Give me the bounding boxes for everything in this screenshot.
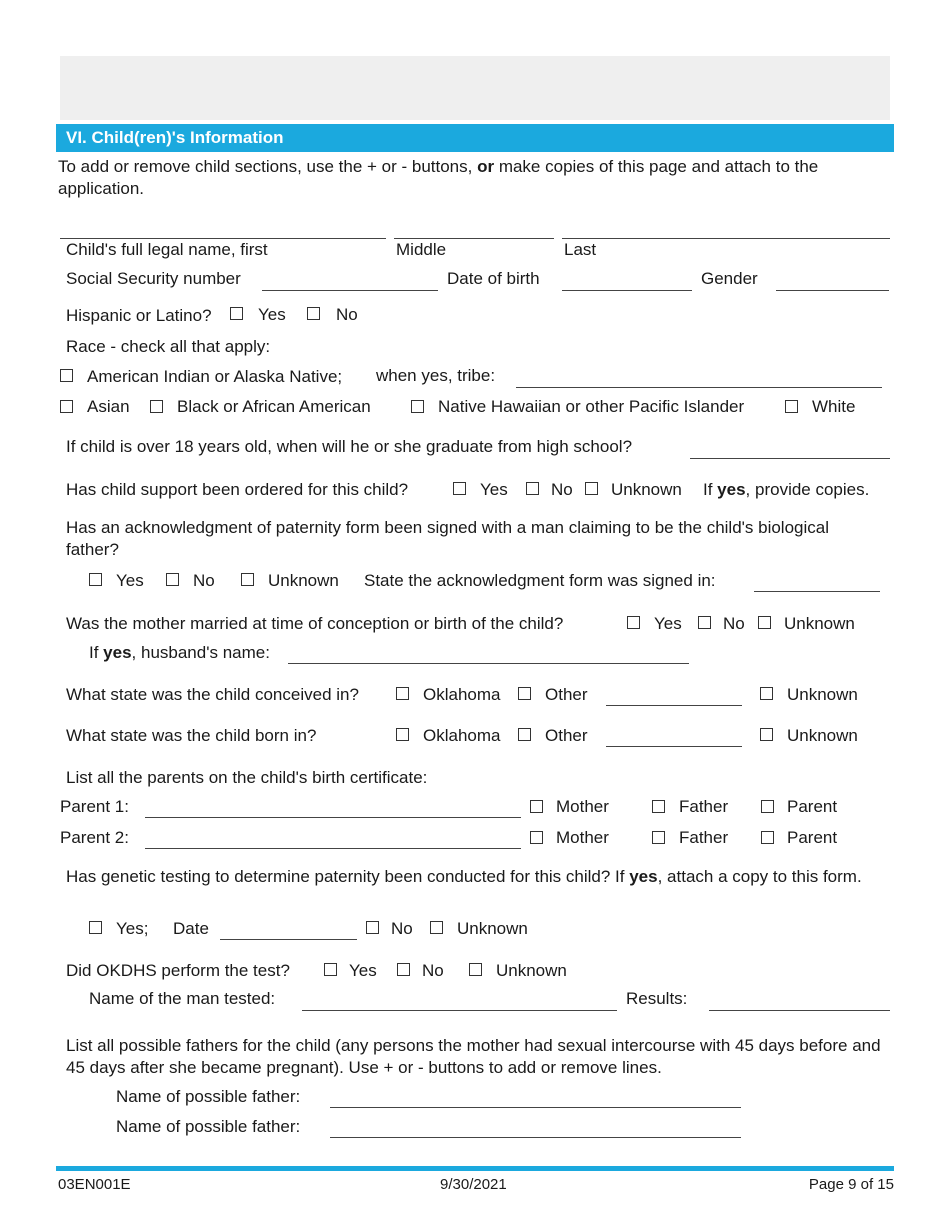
- parent2-parent-checkbox[interactable]: [761, 831, 774, 844]
- born-question: What state was the child born in?: [66, 726, 317, 745]
- married-question: Was the mother married at time of conception or birth of the child?: [66, 614, 564, 633]
- parent1-father-checkbox[interactable]: [652, 800, 665, 813]
- genetic-no-checkbox[interactable]: [366, 921, 379, 934]
- father2-field[interactable]: [330, 1137, 741, 1138]
- results-label: Results:: [626, 989, 688, 1008]
- hawaiian-label: Native Hawaiian or other Pacific Islander: [438, 397, 745, 416]
- man-tested-label: Name of the man tested:: [89, 989, 276, 1008]
- ack-yes-checkbox[interactable]: [89, 573, 102, 586]
- parent1-mother-label: Mother: [556, 797, 609, 816]
- ack-state-field[interactable]: [754, 591, 880, 592]
- intro-after: make copies of this page and attach to the application.: [58, 157, 819, 198]
- support-unknown-checkbox[interactable]: [585, 482, 598, 495]
- parents-label: List all the parents on the child's birth certificate:: [66, 768, 428, 787]
- genetic-date-field[interactable]: [220, 939, 357, 940]
- support-note: [703, 480, 869, 500]
- okdhs-question: Did OKDHS perform the test?: [66, 961, 290, 980]
- parent1-father-label: Father: [679, 797, 729, 816]
- born-unknown-checkbox[interactable]: [760, 728, 773, 741]
- parent2-father-label: Father: [679, 828, 729, 847]
- footer-page: Page 9 of 15: [808, 1176, 894, 1193]
- support-unknown-label: Unknown: [611, 480, 682, 499]
- husband-label: [89, 643, 270, 663]
- support-yes-checkbox[interactable]: [453, 482, 466, 495]
- first-name-line[interactable]: [60, 238, 386, 239]
- footer-rule: [56, 1166, 894, 1171]
- asian-checkbox[interactable]: [60, 400, 73, 413]
- dob-label: Date of birth: [447, 269, 540, 288]
- conceived-oklahoma-label: Oklahoma: [423, 685, 501, 704]
- married-yes-checkbox[interactable]: [627, 616, 640, 629]
- genetic-yes-checkbox[interactable]: [89, 921, 102, 934]
- born-other-label: Other: [545, 726, 588, 745]
- hispanic-yes-checkbox[interactable]: [230, 307, 243, 320]
- ack-yes-label: Yes: [116, 571, 144, 590]
- parent1-parent-checkbox[interactable]: [761, 800, 774, 813]
- conceived-other-field[interactable]: [606, 705, 742, 706]
- ssn-label: Social Security number: [66, 269, 241, 288]
- intro-before: To add or remove child sections, use the + or - buttons,: [58, 157, 478, 176]
- married-unknown-checkbox[interactable]: [758, 616, 771, 629]
- okdhs-unknown-checkbox[interactable]: [469, 963, 482, 976]
- father1-field[interactable]: [330, 1107, 741, 1108]
- support-note-post: , provide copies.: [745, 480, 870, 499]
- parent2-father-checkbox[interactable]: [652, 831, 665, 844]
- born-oklahoma-checkbox[interactable]: [396, 728, 409, 741]
- ack-unknown-checkbox[interactable]: [241, 573, 254, 586]
- graduate-field[interactable]: [690, 458, 890, 459]
- first-name-label: Child's full legal name, first: [66, 240, 268, 259]
- genetic-q-post: , attach a copy to this form.: [657, 867, 862, 886]
- father1-label: Name of possible father:: [116, 1087, 301, 1106]
- intro-bold: or: [477, 157, 495, 176]
- hispanic-no-checkbox[interactable]: [307, 307, 320, 320]
- ack-question: Has an acknowledgment of paternity form been signed with a man claiming to be the child's biological father?: [66, 518, 829, 559]
- american-indian-label: American Indian or Alaska Native;: [87, 367, 343, 386]
- parent1-label: Parent 1:: [60, 797, 129, 816]
- father2-label: Name of possible father:: [116, 1117, 301, 1136]
- genetic-no-label: No: [391, 919, 413, 938]
- support-no-label: No: [551, 480, 573, 499]
- ack-unknown-label: Unknown: [268, 571, 339, 590]
- parent2-mother-checkbox[interactable]: [530, 831, 543, 844]
- middle-name-line[interactable]: [394, 238, 554, 239]
- graduate-question: If child is over 18 years old, when will he or she graduate from high school?: [66, 437, 633, 456]
- support-no-checkbox[interactable]: [526, 482, 539, 495]
- parent1-field[interactable]: [145, 817, 521, 818]
- conceived-unknown-label: Unknown: [787, 685, 858, 704]
- genetic-q-pre: Has genetic testing to determine paternity been conducted for this child? If: [66, 867, 630, 886]
- fathers-question: List all possible fathers for the child (any persons the mother had sexual intercourse with 45 days before and 45 days after she became pregnant). Use + or - buttons to add or remove lines.: [66, 1036, 881, 1077]
- man-tested-field[interactable]: [302, 1010, 617, 1011]
- white-checkbox[interactable]: [785, 400, 798, 413]
- genetic-yes-label: Yes;: [116, 919, 149, 938]
- tribe-field[interactable]: [516, 387, 882, 388]
- genetic-unknown-checkbox[interactable]: [430, 921, 443, 934]
- genetic-date-label: Date: [173, 919, 209, 938]
- born-oklahoma-label: Oklahoma: [423, 726, 501, 745]
- support-note-pre: If: [703, 480, 718, 499]
- parent2-label: Parent 2:: [60, 828, 129, 847]
- genetic-q-bold: yes: [629, 867, 658, 886]
- okdhs-no-label: No: [422, 961, 444, 980]
- parent2-field[interactable]: [145, 848, 521, 849]
- dob-field[interactable]: [562, 290, 692, 291]
- gender-label: Gender: [701, 269, 758, 288]
- parent1-mother-checkbox[interactable]: [530, 800, 543, 813]
- okdhs-yes-label: Yes: [349, 961, 377, 980]
- top-shaded-area: [60, 56, 890, 120]
- born-other-field[interactable]: [606, 746, 742, 747]
- hispanic-label: Hispanic or Latino?: [66, 306, 212, 325]
- hawaiian-checkbox[interactable]: [411, 400, 424, 413]
- support-question: Has child support been ordered for this child?: [66, 480, 409, 499]
- results-field[interactable]: [709, 1010, 890, 1011]
- white-label: White: [812, 397, 856, 416]
- footer-form-number: 03EN001E: [58, 1176, 131, 1193]
- conceived-other-label: Other: [545, 685, 588, 704]
- support-note-bold: yes: [717, 480, 746, 499]
- footer-date: 9/30/2021: [440, 1176, 507, 1193]
- section-title: VI. Child(ren)'s Information: [66, 128, 284, 147]
- conceived-unknown-checkbox[interactable]: [760, 687, 773, 700]
- okdhs-yes-checkbox[interactable]: [324, 963, 337, 976]
- parent2-mother-label: Mother: [556, 828, 609, 847]
- tribe-label: when yes, tribe:: [376, 366, 496, 385]
- ssn-field[interactable]: [262, 290, 438, 291]
- conceived-question: What state was the child conceived in?: [66, 685, 359, 704]
- husband-post: , husband's name:: [131, 643, 270, 662]
- born-other-checkbox[interactable]: [518, 728, 531, 741]
- asian-label: Asian: [87, 397, 130, 416]
- genetic-question: [66, 866, 876, 888]
- husband-field[interactable]: [288, 663, 689, 664]
- american-indian-checkbox[interactable]: [60, 369, 73, 382]
- section-header: [56, 124, 894, 152]
- okdhs-no-checkbox[interactable]: [397, 963, 410, 976]
- parent2-parent-label: Parent: [787, 828, 838, 847]
- born-unknown-label: Unknown: [787, 726, 858, 745]
- hispanic-yes-label: Yes: [258, 305, 286, 324]
- last-name-line[interactable]: [562, 238, 890, 239]
- gender-field[interactable]: [776, 290, 889, 291]
- ack-no-label: No: [193, 571, 215, 590]
- black-label: Black or African American: [177, 397, 371, 416]
- race-label: Race - check all that apply:: [66, 337, 271, 356]
- okdhs-unknown-label: Unknown: [496, 961, 567, 980]
- married-no-label: No: [723, 614, 745, 633]
- middle-name-label: Middle: [396, 240, 447, 259]
- married-yes-label: Yes: [654, 614, 682, 633]
- intro-text: [58, 156, 898, 200]
- husband-pre: If: [89, 643, 104, 662]
- support-yes-label: Yes: [480, 480, 508, 499]
- married-unknown-label: Unknown: [784, 614, 855, 633]
- married-no-checkbox[interactable]: [698, 616, 711, 629]
- parent1-parent-label: Parent: [787, 797, 838, 816]
- ack-no-checkbox[interactable]: [166, 573, 179, 586]
- black-checkbox[interactable]: [150, 400, 163, 413]
- conceived-other-checkbox[interactable]: [518, 687, 531, 700]
- conceived-oklahoma-checkbox[interactable]: [396, 687, 409, 700]
- hispanic-no-label: No: [336, 305, 358, 324]
- ack-state-label: State the acknowledgment form was signed in:: [364, 571, 716, 590]
- husband-bold: yes: [103, 643, 132, 662]
- genetic-unknown-label: Unknown: [457, 919, 528, 938]
- last-name-label: Last: [564, 240, 597, 259]
